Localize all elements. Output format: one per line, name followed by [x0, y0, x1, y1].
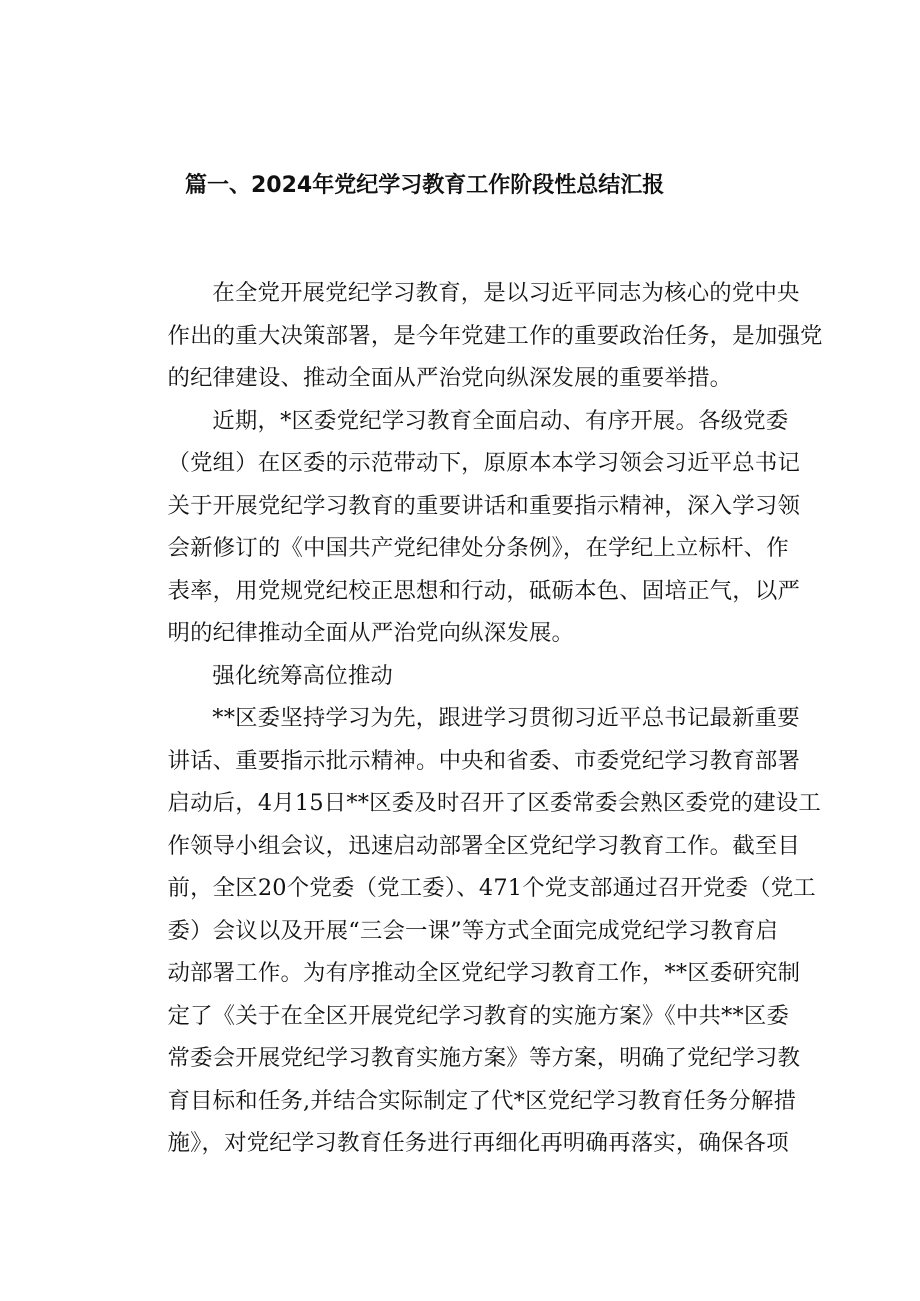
text-line: 常委会开展党纪学习教育实施方案》等方案，明确了党纪学习教 [167, 1045, 801, 1071]
text-line: 作领导小组会议，迅速启动部署全区党纪学习教育工作。截至目 [167, 832, 801, 859]
document-title: 篇一、2024年党纪学习教育工作阶段性总结汇报 [185, 173, 665, 198]
section-heading [168, 655, 753, 698]
text-line: 在全党开展党纪学习教育，是以习近平同志为核心的党中央 [212, 280, 800, 306]
text-line: 的纪律建设、推动全面从严治党向纵深发展的重要举措。 [167, 365, 733, 391]
text-line: **区委坚持学习为先，跟进学习贯彻习近平总书记最新重要 [212, 705, 800, 731]
text-line: 委）会议以及开展“三会一课”等方式全面完成党纪学习教育启 [167, 917, 779, 944]
text-line: 表率，用党规党纪校正思想和行动，砥砺本色、固培正气，以严 [167, 577, 801, 604]
document-body [0, 272, 920, 1165]
text-line: 定了《关于在全区开展党纪学习教育的实施方案》《中共**区委 [167, 1002, 790, 1029]
text-line: 强化统筹高位推动 [212, 662, 394, 689]
paragraph-intro [167, 272, 823, 400]
text-line: 施》，对党纪学习教育任务进行再细化再明确再落实，确保各项 [167, 1130, 789, 1156]
paragraph-coordination [167, 697, 821, 1165]
text-line: 关于开展党纪学习教育的重要讲话和重要指示精神，深入学习领 [167, 492, 801, 519]
text-line: 会新修订的《中国共产党纪律处分条例》，在学纪上立标杆、作 [167, 535, 789, 561]
text-line: 近期，*区委党纪学习教育全面启动、有序开展。各级党委 [212, 407, 789, 434]
text-line: 启动后，4月15日**区委及时召开了区委常委会熟区委党的建设工 [167, 790, 821, 816]
text-line: （党组）在区委的示范带动下，原原本本学习领会习近平总书记 [167, 450, 801, 476]
text-line: 作出的重大决策部署，是今年党建工作的重要政治任务，是加强党 [167, 322, 823, 349]
text-line: 明的纪律推动全面从严治党向纵深发展。 [167, 620, 575, 646]
text-line: 前，全区20个党委（党工委）、471个党支部通过召开党委（党工 [167, 875, 816, 901]
text-line: 育目标和任务,并结合实际制定了代*区党纪学习教育任务分解措 [167, 1087, 797, 1114]
text-line: 动部署工作。为有序推动全区党纪学习教育工作，**区委研究制 [167, 960, 801, 986]
paragraph-recent [167, 400, 801, 655]
text-line: 讲话、重要指示批示精神。中央和省委、市委党纪学习教育部署 [167, 747, 801, 774]
